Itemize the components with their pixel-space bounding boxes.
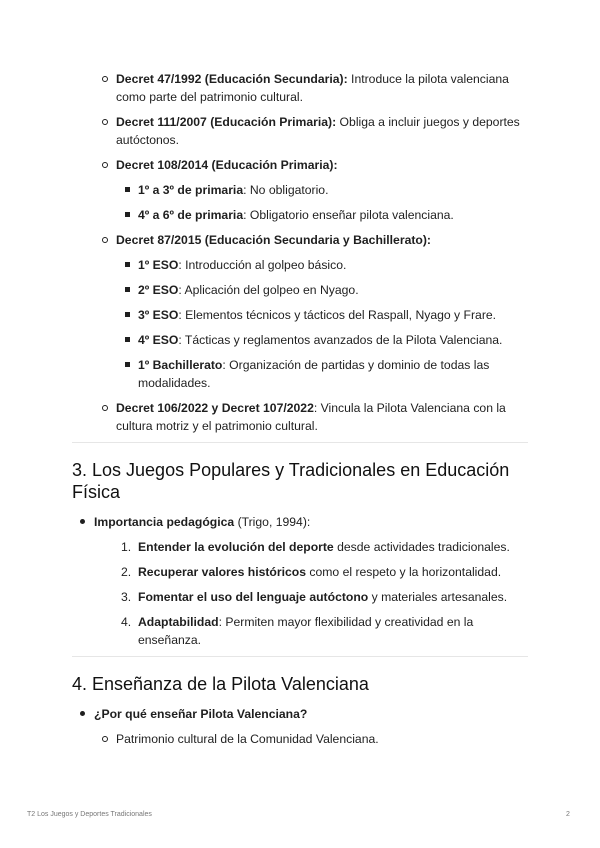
numbered-list xyxy=(138,538,528,649)
section-3-list xyxy=(94,513,528,649)
list-item: 4º a 6º de primaria: Obligatorio enseñar pilota valenciana. xyxy=(138,206,528,224)
list-item: 1º a 3º de primaria: No obligatorio. xyxy=(138,181,528,199)
section-divider xyxy=(72,442,528,443)
list-item: Decret 106/2022 y Decret 107/2022: Vincula la Pilota Valenciana con la cultura motriz y el patrimonio cultural. xyxy=(116,399,528,435)
list-item: 4º ESO: Tácticas y reglamentos avanzados de la Pilota Valenciana. xyxy=(138,331,528,349)
page-content xyxy=(72,70,528,755)
section-4-heading: 4. Enseñanza de la Pilota Valenciana xyxy=(72,674,369,694)
section-divider xyxy=(72,656,528,657)
list-item: Fomentar el uso del lenguaje autóctono y materiales artesanales. xyxy=(138,590,508,604)
sub-list xyxy=(138,256,528,392)
list-item: Entender la evolución del deporte desde actividades tradicionales. xyxy=(138,540,510,554)
list-item: Decret 47/1992 (Educación Secundaria): Introduce la pilota valenciana como parte del patrimonio cultural. xyxy=(116,70,528,106)
list-item: 1º Bachillerato: Organización de partidas y dominio de todas las modalidades. xyxy=(138,356,528,392)
list-item: Decret 87/2015 (Educación Secundaria y Bachillerato): 1º ESO: Introducción al golpeo básico. 2º ESO: Aplicación del golpeo en Nyago. 3º ESO: Elementos técnicos y tácticos del Raspall, Nyago y Frare. 4º ESO: Tácticas y reglamentos avanzados de la Pilota Valenciana. 1º Bachillerato: Organización de partidas y dominio de todas las modalidades. xyxy=(116,231,528,392)
section-3-heading: 3. Los Juegos Populares y Tradicionales en Educación Física xyxy=(72,460,510,502)
list-item: Decret 108/2014 (Educación Primaria): 1º a 3º de primaria: No obligatorio. 4º a 6º de primaria: Obligatorio enseñar pilota valenciana. xyxy=(116,156,528,224)
list-item: Decret 111/2007 (Educación Primaria): Obliga a incluir juegos y deportes autóctonos. xyxy=(116,113,528,149)
sub-list xyxy=(116,730,528,748)
page-number: 2 xyxy=(566,811,570,818)
list-item: Adaptabilidad: Permiten mayor flexibilidad y creatividad en la enseñanza. xyxy=(138,615,474,647)
decree-list xyxy=(116,70,528,435)
list-item: 1º ESO: Introducción al golpeo básico. xyxy=(138,256,528,274)
list-item: Patrimonio cultural de la Comunidad Valenciana. xyxy=(116,730,528,748)
list-item: 2º ESO: Aplicación del golpeo en Nyago. xyxy=(138,281,528,299)
footer-title: T2 Los Juegos y Deportes Tradicionales xyxy=(27,811,152,818)
list-item: 3º ESO: Elementos técnicos y tácticos del Raspall, Nyago y Frare. xyxy=(138,306,528,324)
section-4-list xyxy=(94,705,528,748)
list-item: ¿Por qué enseñar Pilota Valenciana? Patrimonio cultural de la Comunidad Valenciana. xyxy=(94,705,528,748)
list-item: Importancia pedagógica (Trigo, 1994): Entender la evolución del deporte desde actividades tradicionales. Recuperar valores históricos como el respeto y la horizontalidad. Fomentar el uso del lenguaje autóctono y materiales artesanales. Adaptabilidad: Permiten mayor flexibilidad y creatividad en la enseñanza. xyxy=(94,513,528,649)
list-item: Recuperar valores históricos como el respeto y la horizontalidad. xyxy=(138,565,502,579)
sub-list xyxy=(138,181,528,224)
